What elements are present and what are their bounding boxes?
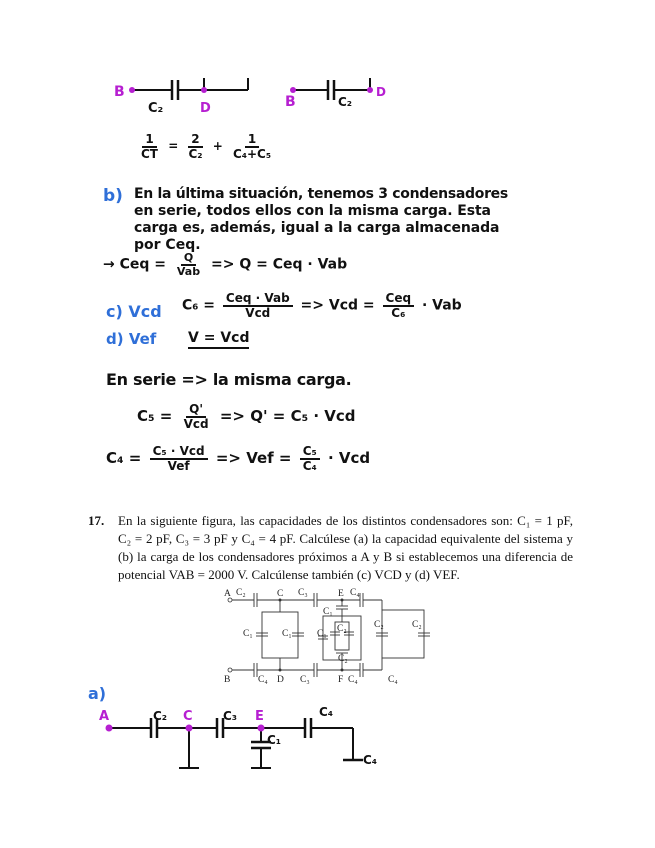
node-d-label-2: D [376, 85, 386, 99]
fig-label-d: D [277, 675, 284, 685]
c4-lhs: C₄ = [106, 449, 142, 468]
vef-den: C₄ [302, 458, 317, 473]
part-b-line-2: en serie, todos ellos con la misma carga. Esta [134, 203, 491, 219]
ceq-den: Vab [176, 264, 201, 278]
part-d-label: d) Vef [106, 330, 157, 348]
fig-c1-e: C₁ [317, 629, 327, 639]
f1-t1-num: 2 [188, 133, 202, 148]
f1-t1-den: C₂ [188, 146, 203, 161]
c5-rhs: Q' = C₅ · Vcd [250, 407, 356, 426]
fig-c3-top: C₃ [298, 588, 308, 598]
vef-tail: · Vcd [328, 449, 371, 468]
circuit-right [285, 78, 386, 110]
fig-label-f: F [338, 675, 344, 685]
ceq-num: Q [181, 252, 196, 266]
c4-implies: => [215, 449, 241, 468]
circuit-left [114, 78, 248, 116]
c5-den: Vcd [183, 416, 209, 431]
a-c1: C₁ [267, 733, 282, 747]
c4-num: C₅ · Vcd [150, 445, 208, 460]
part-b-line-3: carga es, además, igual a la carga almacenada [134, 220, 500, 236]
formula-c5 [137, 403, 356, 430]
a-c4-right: C₄ [363, 753, 378, 767]
node-d-label: D [200, 101, 211, 116]
problem-text: En la siguiente figura, las capacidades de los distintos condensadores son: C₁ = 1 pF, C₂ = 2 pF, C₃ = 3 pF y C₄ = 4 pF. Calcúlese (a) la capacidad equivalente del sistema y (b) la carga de los condensadores próximos a A y B si establecemos una diferencia de potencial VAB = 2000 V. Calcúlense también (c) VCD y (d) VEF. [118, 513, 573, 582]
c6-implies: => [300, 297, 325, 314]
a-c3: C₃ [223, 709, 238, 723]
f1-t2-den: C₄+C₅ [232, 146, 272, 161]
problem-17 [88, 512, 573, 584]
f1-lhs-den: CT [141, 146, 158, 161]
a-c2: C₂ [153, 709, 168, 723]
c6-den: Vcd [245, 305, 271, 320]
node-b-label: B [114, 84, 125, 100]
cap-c2-label-2: C₂ [338, 95, 353, 109]
fig-label-b: B [224, 675, 231, 685]
fig-c2-e-bottom: C₂ [338, 654, 348, 664]
arrow-icon: → [103, 256, 115, 273]
formula-c4 [106, 445, 370, 472]
fig-label-e: E [338, 589, 344, 599]
top-circuit-sketches [100, 70, 400, 120]
fig-c4-top: C₄ [350, 588, 360, 598]
fig-c2-top: C₂ [236, 588, 246, 598]
vef-num: C₅ [300, 445, 320, 460]
c5-implies: => [219, 407, 245, 426]
series-note: En serie => la misma carga. [106, 370, 352, 389]
a-node-c: C [183, 709, 193, 724]
a-node-a: A [99, 709, 110, 724]
fig-c2-e: C₂ [337, 624, 347, 634]
vcd-tail: · Vab [421, 297, 462, 314]
c6-num: Ceq · Vab [223, 292, 293, 307]
c5-num: Q' [186, 403, 206, 418]
fig-c4-bottom-1: C₄ [258, 675, 268, 685]
part-a-circuit [95, 700, 395, 775]
formula-ceq [103, 252, 347, 277]
c4-den: Vef [167, 458, 190, 473]
fig-c1-mid: C₁ [282, 629, 292, 639]
node-b-label-2: B [285, 94, 296, 110]
c6-lhs: C₆ = [182, 297, 216, 314]
f1-t2-num: 1 [245, 133, 259, 148]
part-b-line-1: En la última situación, tenemos 3 condensadores [134, 186, 508, 202]
a-node-e: E [255, 709, 264, 724]
fig-c1-top-e: C₁ [323, 607, 333, 617]
q-result: Q = Ceq · Vab [239, 256, 348, 273]
formula-c6 [182, 292, 462, 319]
formula-equivalent [135, 133, 277, 160]
f1-plus: + [212, 139, 223, 154]
fig-c4-bottom-3: C₄ [388, 675, 398, 685]
vcd-den: C₆ [391, 305, 406, 320]
ceq-lhs: Ceq = [119, 256, 167, 273]
part-c-label: c) Vcd [106, 302, 162, 321]
c5-lhs: C₅ = [137, 407, 173, 426]
circuit-figure [222, 584, 442, 694]
fig-c4-bottom-2: C₄ [348, 675, 358, 685]
part-b-line-4: por Ceq. [134, 237, 201, 253]
ceq-implies: => [210, 256, 235, 273]
f1-lhs-num: 1 [142, 133, 156, 148]
fig-label-a: A [224, 589, 231, 599]
a-c4-top: C₄ [319, 705, 334, 719]
fig-c1-left: C₁ [243, 629, 253, 639]
part-d-eq: V = Vcd [188, 330, 249, 349]
fig-c2-right-2: C₂ [412, 620, 422, 630]
vcd-lhs: Vcd = [328, 297, 375, 314]
part-a-label: a) [88, 684, 107, 703]
cap-c2-label: C₂ [148, 101, 164, 116]
fig-c3-bottom: C₃ [300, 675, 310, 685]
vef-lhs: Vef = [246, 449, 292, 468]
problem-number: 17. [88, 513, 105, 528]
fig-label-c: C [277, 589, 284, 599]
vcd-num: Ceq [383, 292, 415, 307]
f1-eq: = [168, 139, 179, 154]
part-b-label: b) [103, 186, 123, 206]
fig-c2-right-1: C₂ [374, 620, 384, 630]
